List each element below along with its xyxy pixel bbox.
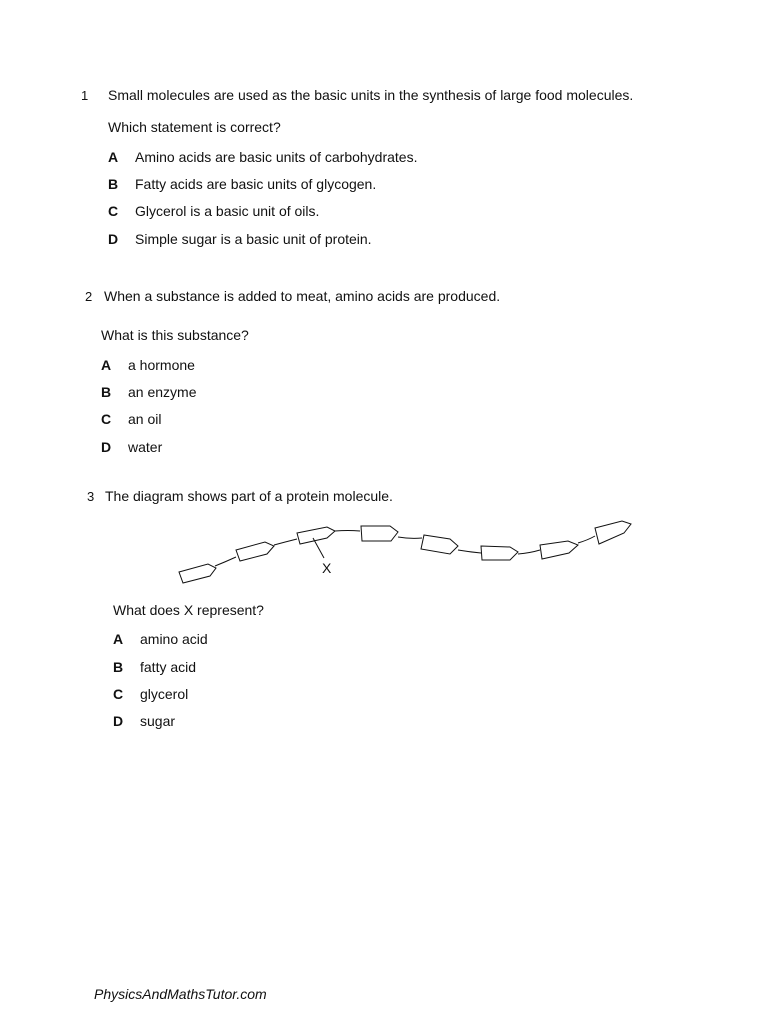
option-text: an oil <box>128 411 162 427</box>
question-number: 3 <box>87 489 95 504</box>
footer-source: PhysicsAndMathsTutor.com <box>94 986 267 1002</box>
option-letter: D <box>113 713 124 729</box>
peptide-bond <box>335 531 360 532</box>
question-prompt: Which statement is correct? <box>108 119 281 135</box>
chain-unit <box>421 535 458 554</box>
peptide-bond <box>215 557 236 566</box>
question-stem: When a substance is added to meat, amino acids are produced. <box>104 288 501 304</box>
chain-unit <box>361 526 398 541</box>
option-text: glycerol <box>140 686 189 702</box>
option-letter: A <box>108 149 119 165</box>
question-number: 1 <box>81 88 89 103</box>
peptide-bond <box>518 550 540 554</box>
option-letter: C <box>113 686 124 702</box>
option-text: Glycerol is a basic unit of oils. <box>135 203 320 219</box>
question-prompt: What is this substance? <box>101 327 249 343</box>
question-number: 2 <box>85 289 93 304</box>
x-label: X <box>322 560 332 576</box>
protein-molecule-diagram <box>170 516 640 588</box>
option-text: fatty acid <box>140 659 197 675</box>
option-letter: D <box>108 231 119 247</box>
option-text: Fatty acids are basic units of glycogen. <box>135 176 377 192</box>
question-stem: Small molecules are used as the basic units in the synthesis of large food molecules. <box>108 87 634 103</box>
option-text: Amino acids are basic units of carbohydrates. <box>135 149 418 165</box>
option-letter: B <box>101 384 112 400</box>
option-letter: C <box>108 203 119 219</box>
option-text: an enzyme <box>128 384 197 400</box>
option-text: a hormone <box>128 357 195 373</box>
option-letter: B <box>113 659 124 675</box>
option-text: water <box>128 439 163 455</box>
chain-unit <box>595 521 631 544</box>
peptide-bond <box>578 536 595 543</box>
question-stem: The diagram shows part of a protein molecule. <box>105 488 393 504</box>
peptide-bond <box>458 550 481 553</box>
option-text: amino acid <box>140 631 208 647</box>
question-prompt: What does X represent? <box>113 602 264 618</box>
option-text: Simple sugar is a basic unit of protein. <box>135 231 372 247</box>
chain-unit-x <box>297 527 335 544</box>
peptide-bond <box>398 537 422 538</box>
option-letter: B <box>108 176 119 192</box>
option-text: sugar <box>140 713 176 729</box>
chain-unit <box>481 546 518 560</box>
peptide-bond <box>274 539 297 545</box>
chain-unit <box>540 541 578 559</box>
option-letter: A <box>101 357 112 373</box>
option-letter: D <box>101 439 112 455</box>
chain-unit <box>179 564 216 583</box>
option-letter: C <box>101 411 112 427</box>
chain-unit <box>236 542 274 561</box>
x-pointer-line <box>313 538 324 558</box>
option-letter: A <box>113 631 124 647</box>
